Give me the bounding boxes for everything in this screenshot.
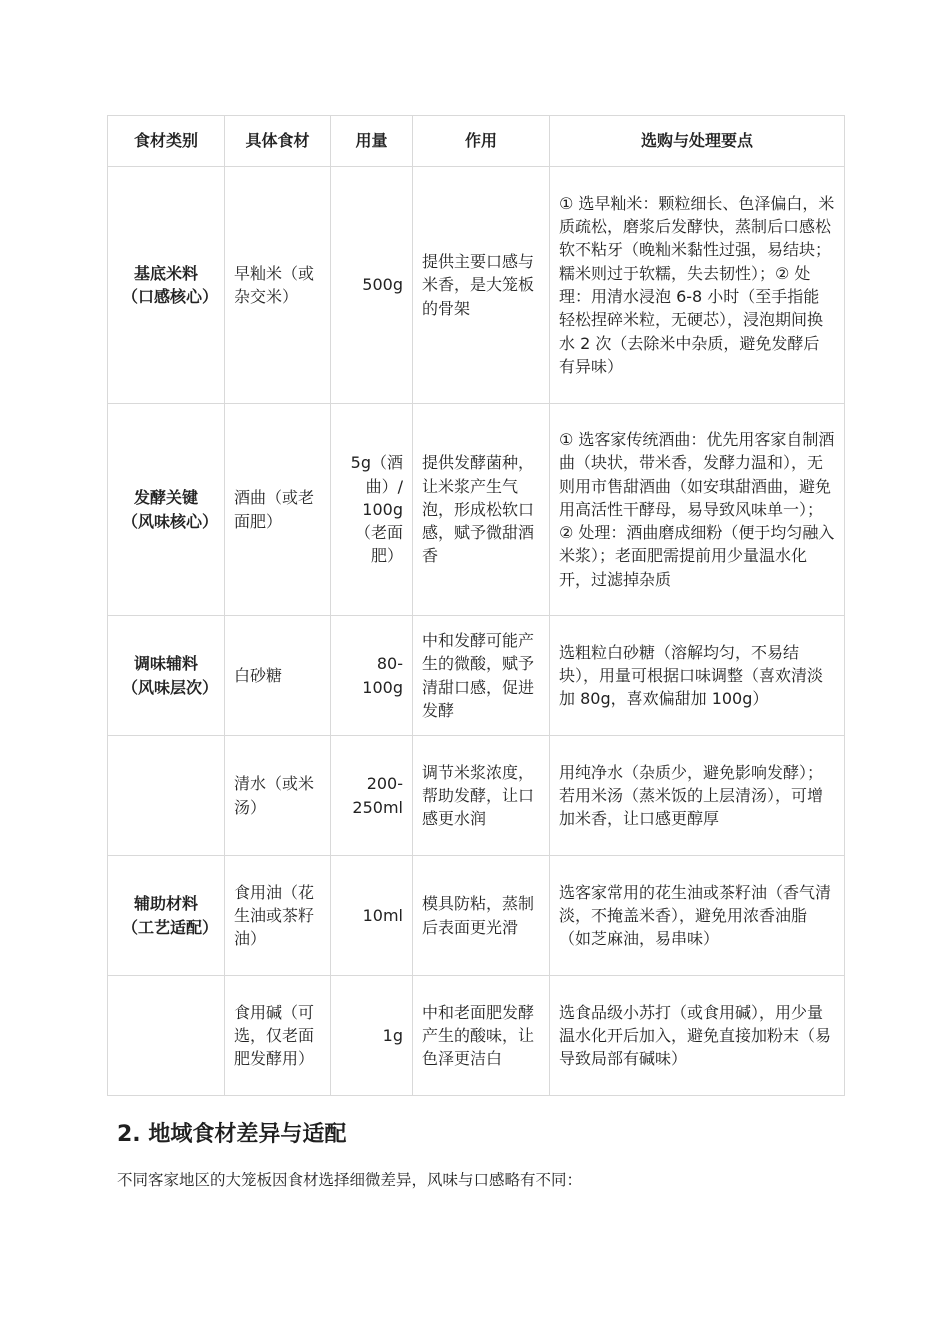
row-tips: ① 选客家传统酒曲：优先用客家自制酒曲（块状，带米香，发酵力温和），无则用市售甜酒曲（如安琪甜酒曲，避免用高活性干酵母，易导致风味单一）；② 处理：酒曲磨成细粉（便于均匀融入米浆）；老面肥需提前用少量温水化开，过滤掉杂质: [550, 404, 845, 616]
row-role: 调节米浆浓度，帮助发酵，让口感更水润: [413, 736, 550, 856]
row-amount: 200-250ml: [331, 736, 413, 856]
row-amount: 5g（酒曲）/ 100g（老面肥）: [331, 404, 413, 616]
row-tips: ① 选早籼米：颗粒细长、色泽偏白，米质疏松，磨浆后发酵快，蒸制后口感松软不粘牙（晚籼米黏性过强，易结块；糯米则过于软糯，失去韧性）；② 处理：用清水浸泡 6-8 小时（至手指能轻松捏碎米粒，无硬芯），浸泡期间换水 2 次（去除米中杂质，避免发酵后有异味）: [550, 167, 845, 404]
row-ingredient: 酒曲（或老面肥）: [225, 404, 331, 616]
table-row: [108, 856, 845, 976]
row-category: [108, 976, 225, 1096]
table-row: [108, 167, 845, 404]
table-row: [108, 404, 845, 616]
row-tips: 选粗粒白砂糖（溶解均匀，不易结块），用量可根据口味调整（喜欢清淡加 80g，喜欢偏甜加 100g）: [550, 616, 845, 736]
ingredient-table: [107, 115, 845, 1096]
row-amount: 1g: [331, 976, 413, 1096]
row-ingredient: 白砂糖: [225, 616, 331, 736]
row-category: 基底米料（口感核心）: [108, 167, 225, 404]
table-header-row: [108, 116, 845, 167]
row-ingredient: 食用油（花生油或茶籽油）: [225, 856, 331, 976]
table-row: [108, 736, 845, 856]
row-ingredient: 清水（或米汤）: [225, 736, 331, 856]
row-amount: 500g: [331, 167, 413, 404]
header-amount: 用量: [331, 116, 413, 167]
row-amount: 80-100g: [331, 616, 413, 736]
table-row: [108, 976, 845, 1096]
section-intro: 不同客家地区的大笼板因食材选择细微差异，风味与口感略有不同：: [117, 1171, 583, 1189]
row-category: 调味辅料（风味层次）: [108, 616, 225, 736]
row-role: 提供发酵菌种，让米浆产生气泡，形成松软口感，赋予微甜酒香: [413, 404, 550, 616]
table-row: [108, 616, 845, 736]
row-category: 发酵关键（风味核心）: [108, 404, 225, 616]
row-ingredient: 食用碱（可选，仅老面肥发酵用）: [225, 976, 331, 1096]
row-role: 中和发酵可能产生的微酸，赋予清甜口感，促进发酵: [413, 616, 550, 736]
header-tips: 选购与处理要点: [550, 116, 845, 167]
row-tips: 选客家常用的花生油或茶籽油（香气清淡，不掩盖米香），避免用浓香油脂（如芝麻油，易串味）: [550, 856, 845, 976]
row-ingredient: 早籼米（或杂交米）: [225, 167, 331, 404]
row-tips: 用纯净水（杂质少，避免影响发酵）；若用米汤（蒸米饭的上层清汤），可增加米香，让口感更醇厚: [550, 736, 845, 856]
row-category: 辅助材料（工艺适配）: [108, 856, 225, 976]
row-tips: 选食品级小苏打（或食用碱），用少量温水化开后加入，避免直接加粉末（易导致局部有碱味）: [550, 976, 845, 1096]
header-category: 食材类别: [108, 116, 225, 167]
row-category: [108, 736, 225, 856]
row-amount: 10ml: [331, 856, 413, 976]
header-role: 作用: [413, 116, 550, 167]
row-role: 中和老面肥发酵产生的酸味，让色泽更洁白: [413, 976, 550, 1096]
header-ingredient: 具体食材: [225, 116, 331, 167]
row-role: 提供主要口感与米香，是大笼板的骨架: [413, 167, 550, 404]
row-role: 模具防粘，蒸制后表面更光滑: [413, 856, 550, 976]
section-heading: 2. 地域食材差异与适配: [117, 1122, 347, 1147]
